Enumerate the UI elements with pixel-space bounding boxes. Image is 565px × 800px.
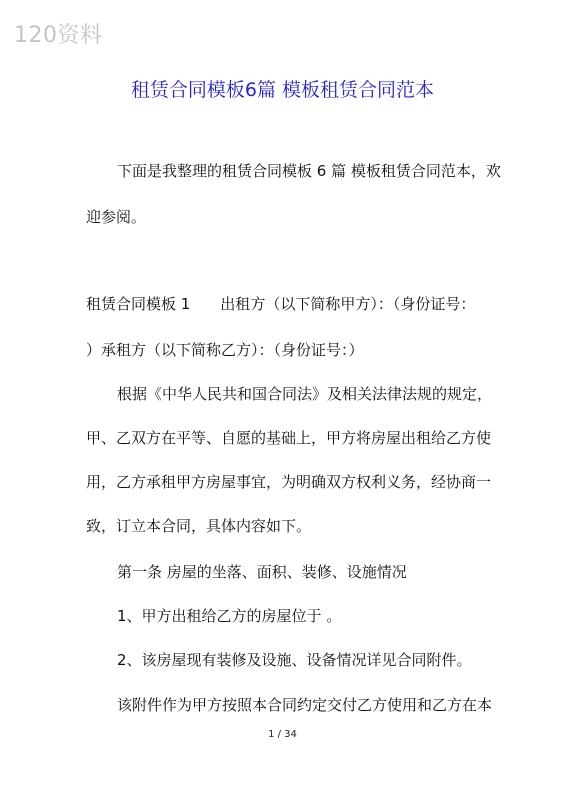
paragraph-line-10: 1、甲方出租给乙方的房屋位于 。 — [117, 607, 342, 625]
paragraph-line-7: 用，乙方承租甲方房屋事宜，为明确双方权利义务，经协商一 — [86, 473, 492, 491]
paragraph-line-5: 根据《中华人民共和国合同法》及相关法律法规的规定， — [117, 385, 493, 403]
paragraph-line-1: 下面是我整理的租赁合同模板 6 篇 模板租赁合同范本，欢 — [117, 162, 501, 180]
section-heading: 第一条 房屋的坐落、面积、装修、设施情况 — [117, 563, 407, 581]
paragraph-line-2: 迎参阅。 — [86, 208, 147, 226]
paragraph-line-12: 该附件作为甲方按照本合同约定交付乙方使用和乙方在本 — [117, 696, 493, 714]
paragraph-line-3: 租赁合同模板 1 出租方（以下简称甲方）：（身份证号： — [86, 295, 476, 313]
document-title: 租赁合同模板6篇 模板租赁合同范本 — [130, 79, 435, 101]
watermark: 120资料 — [14, 23, 103, 48]
paragraph-line-6: 甲、乙双方在平等、自愿的基础上，甲方将房屋出租给乙方使 — [86, 429, 492, 447]
page-number: 1 / 34 — [268, 729, 297, 740]
paragraph-line-4: ）承租方（以下简称乙方）：（身份证号：） — [86, 341, 364, 359]
paragraph-line-11: 2、该房屋现有装修及设施、设备情况详见合同附件。 — [117, 651, 472, 669]
paragraph-line-8: 致，订立本合同，具体内容如下。 — [86, 517, 312, 535]
